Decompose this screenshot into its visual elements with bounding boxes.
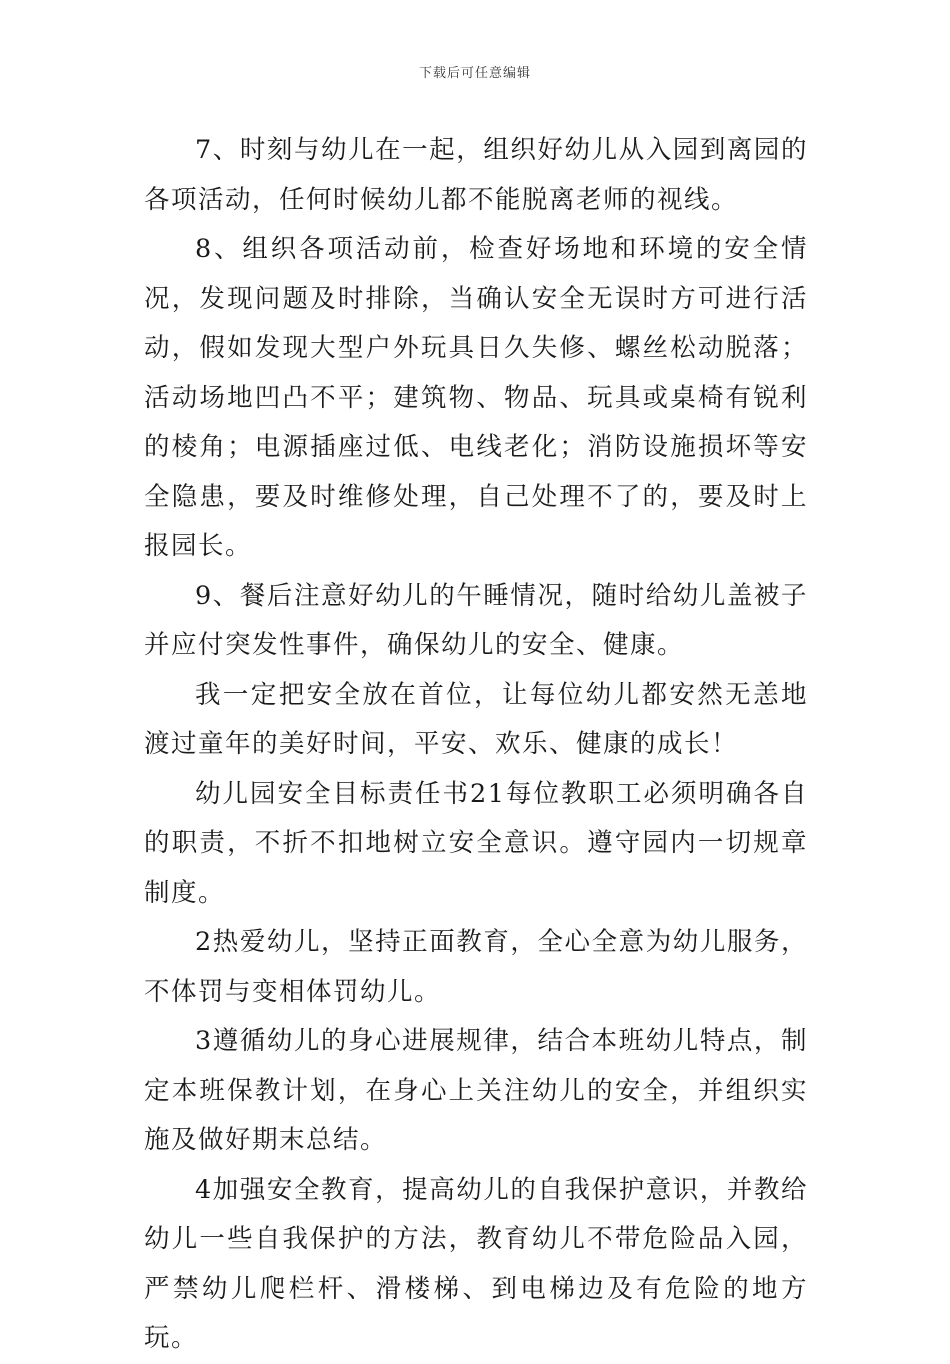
paragraph-responsibility-1: 幼儿园安全目标责任书21每位教职工必须明确各自的职责，不折不扣地树立安全意识。遵守园内一切规章制度。 [144, 778, 808, 908]
paragraph-commitment: 我一定把安全放在首位，让每位幼儿都安然无恙地渡过童年的美好时间，平安、欢乐、健康的成长！ [144, 679, 808, 759]
paragraph-responsibility-2: 2热爱幼儿，坚持正面教育，全心全意为幼儿服务，不体罚与变相体罚幼儿。 [144, 927, 808, 1007]
paragraph-item-8: 8、组织各项活动前，检查好场地和环境的安全情况，发现问题及时排除，当确认安全无误时方可进行活动，假如发现大型户外玩具日久失修、螺丝松动脱落；活动场地凹凸不平；建筑物、物品、玩具或桌椅有锐利的棱角；电源插座过低、电线老化；消防设施损坏等安全隐患，要及时维修处理，自己处理不了的，要及时上报园长。 [144, 234, 808, 561]
document-body [144, 126, 808, 1364]
paragraph-responsibility-4: 4加强安全教育，提高幼儿的自我保护意识，并教给幼儿一些自我保护的方法，教育幼儿不带危险品入园，严禁幼儿爬栏杆、滑楼梯、到电梯边及有危险的地方玩。 [144, 1174, 808, 1353]
paragraph-responsibility-3: 3遵循幼儿的身心进展规律，结合本班幼儿特点，制定本班保教计划，在身心上关注幼儿的安全，并组织实施及做好期末总结。 [144, 1026, 808, 1155]
paragraph-item-9: 9、餐后注意好幼儿的午睡情况，随时给幼儿盖被子并应付突发性事件，确保幼儿的安全、健康。 [144, 580, 808, 660]
page-header: 下载后可任意编辑 [418, 66, 531, 81]
paragraph-item-7: 7、时刻与幼儿在一起，组织好幼儿从入园到离园的各项活动，任何时候幼儿都不能脱离老师的视线。 [144, 135, 808, 215]
